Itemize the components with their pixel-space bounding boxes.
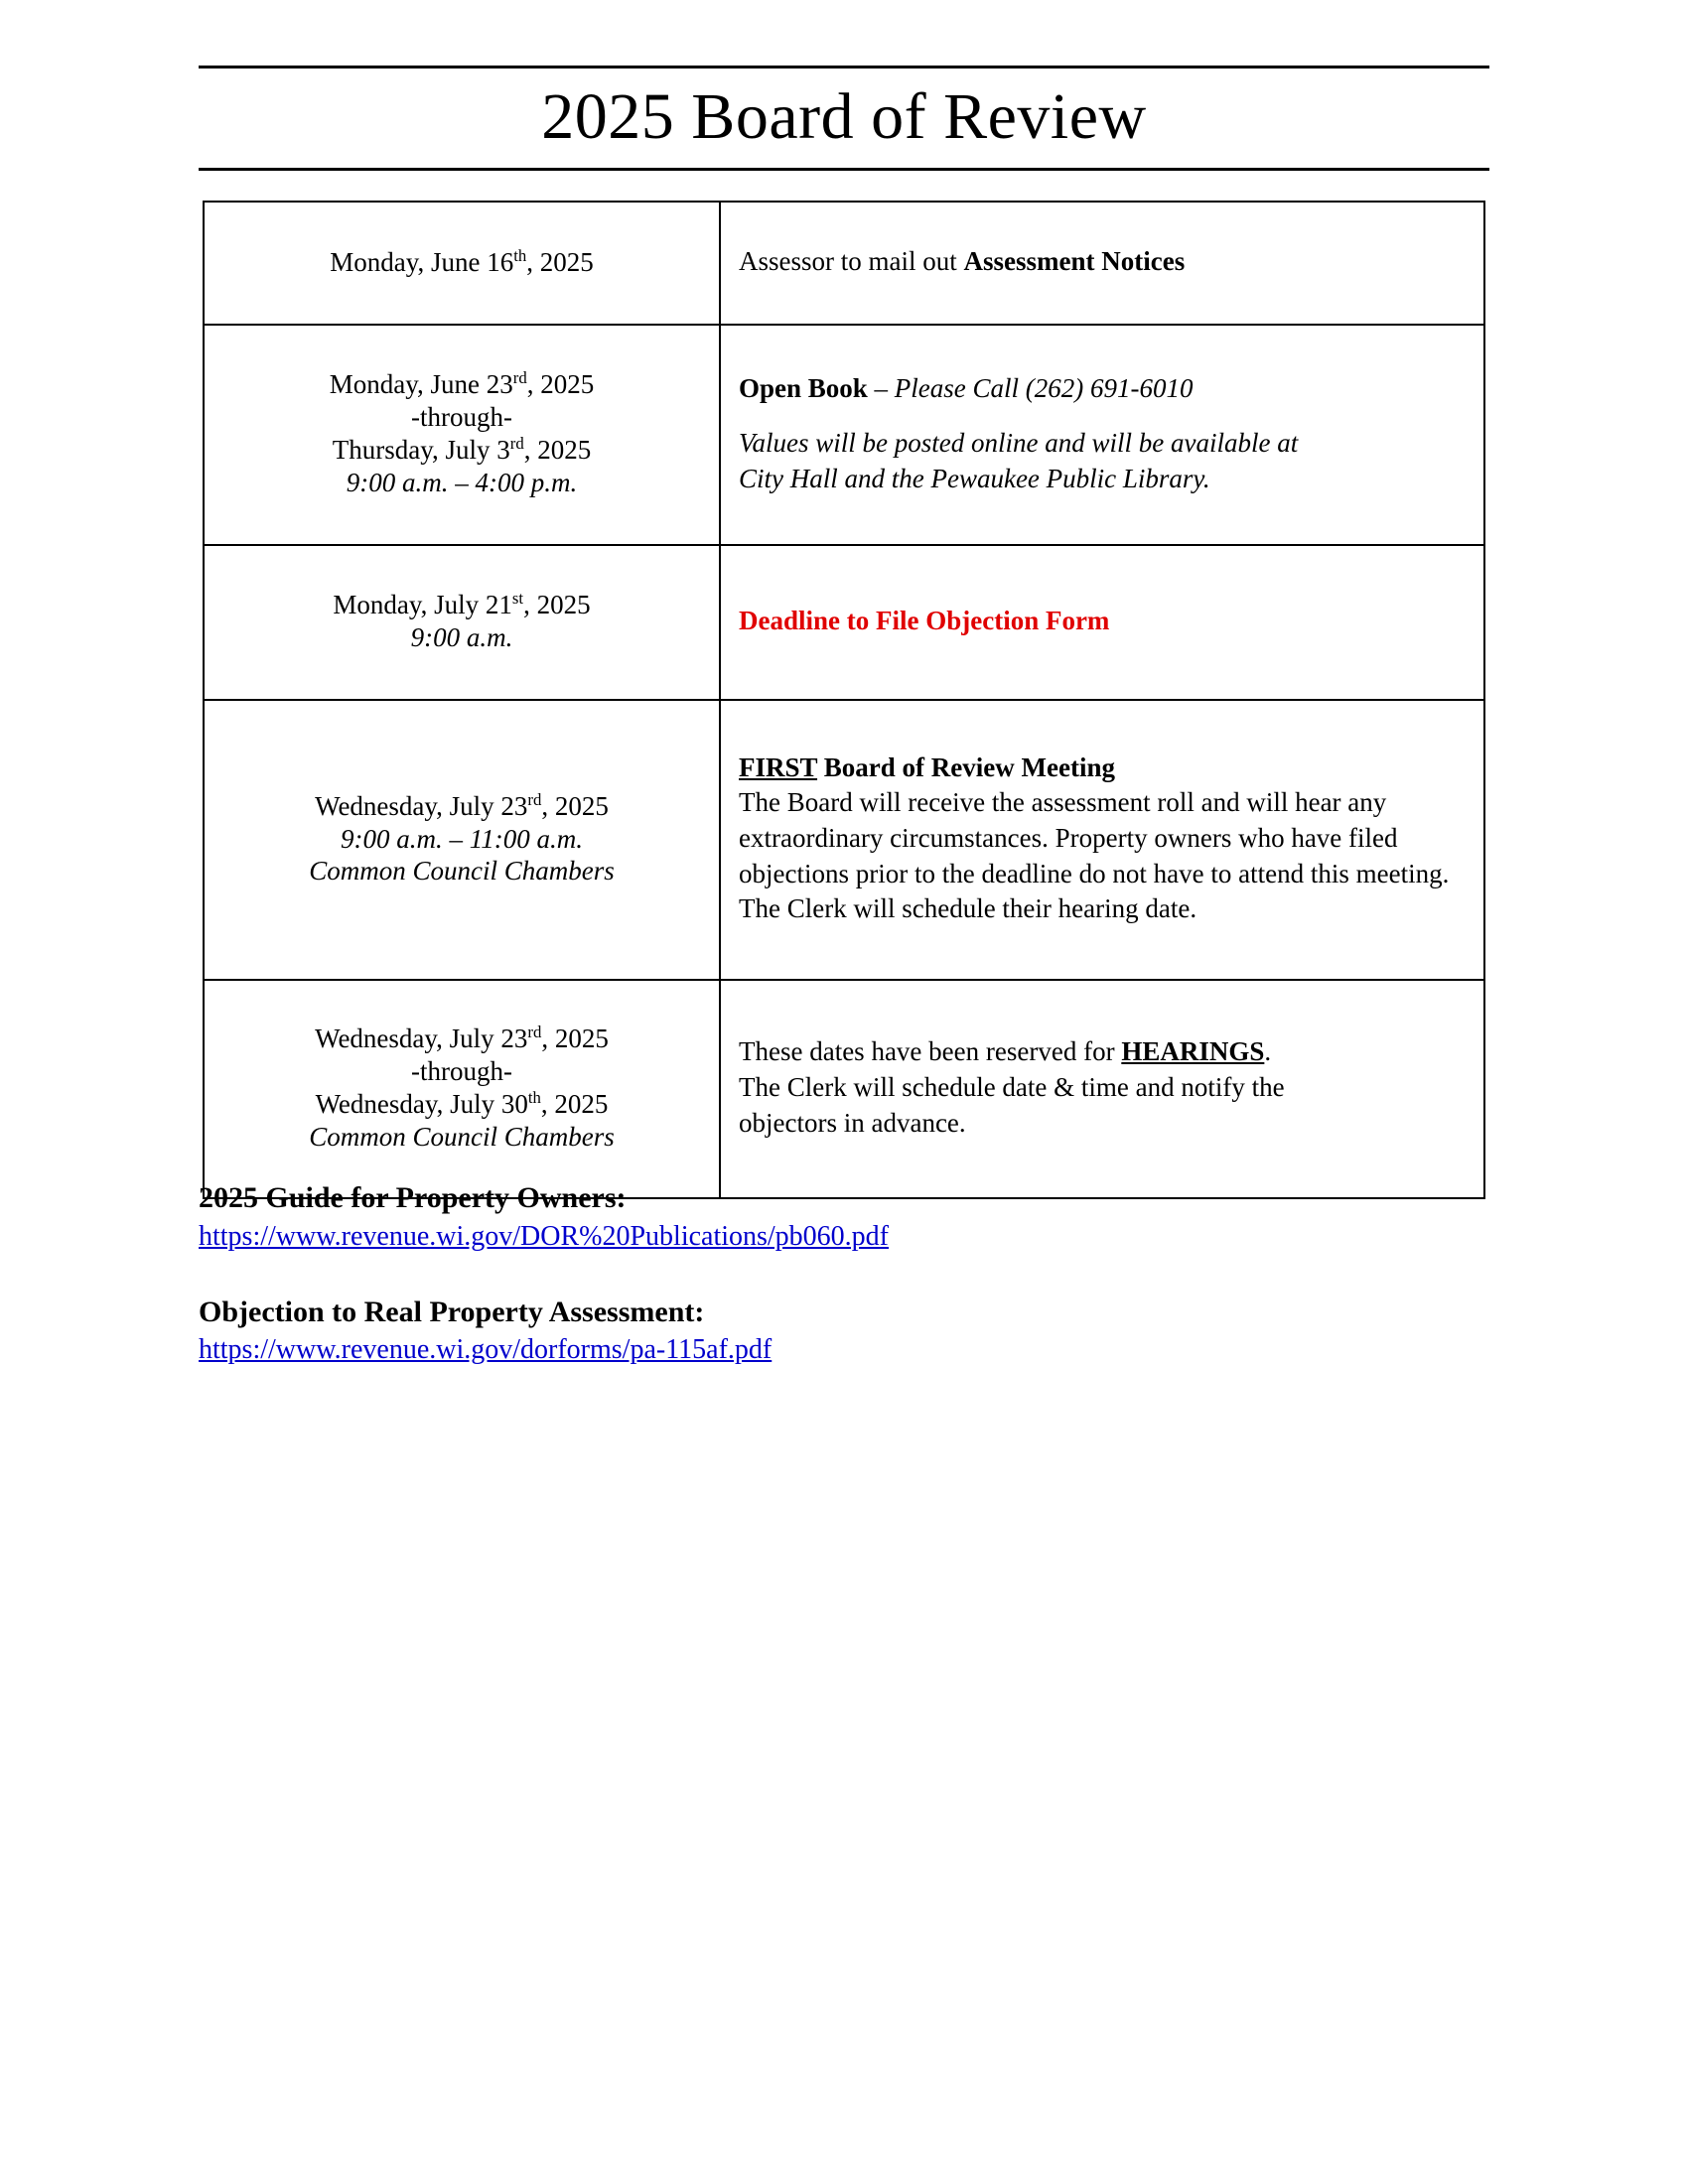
table-row [204, 700, 1484, 980]
date-text: Monday, June 16 [330, 246, 514, 277]
date-text: Wednesday, July 23 [315, 790, 528, 821]
hearings-line-2: The Clerk will schedule date & time and notify the [739, 1072, 1285, 1103]
date-time-line: 9:00 a.m. – 11:00 a.m. [341, 823, 583, 854]
guide-heading: 2025 Guide for Property Owners: [199, 1181, 627, 1214]
objection-deadline-alert: Deadline to File Objection Form [739, 606, 1110, 636]
date-ordinal: th [513, 245, 527, 265]
assessment-notice-plain: Assessor to mail out [739, 246, 964, 277]
first-meeting-emphasis: FIRST [739, 751, 818, 782]
date-ordinal: rd [509, 434, 524, 453]
date-line [214, 246, 709, 279]
resource-block-objection [199, 1294, 1489, 1368]
date-suffix: , 2025 [540, 1089, 609, 1119]
date-time-line: 9:00 a.m. – 4:00 p.m. [346, 467, 578, 497]
table-row [204, 202, 1484, 325]
open-book-line [739, 371, 1470, 406]
schedule-description-cell [720, 545, 1484, 700]
date-text: Thursday, July 3 [332, 435, 510, 465]
date-location-line: Common Council Chambers [309, 856, 615, 887]
date-text: Wednesday, July 30 [315, 1089, 528, 1119]
first-meeting-heading-rest: Board of Review Meeting [817, 751, 1115, 782]
objection-link[interactable]: https://www.revenue.wi.gov/dorforms/pa-115af.pdf [199, 1334, 773, 1365]
schedule-date-cell [204, 325, 720, 545]
schedule-description-cell [720, 980, 1484, 1198]
values-note-line-1: Values will be posted online and will be available at [739, 428, 1299, 459]
date-suffix: , 2025 [541, 790, 609, 821]
resource-links-section [199, 1179, 1489, 1367]
date-ordinal: rd [527, 1023, 542, 1042]
table-row [204, 545, 1484, 700]
schedule-description-cell [720, 325, 1484, 545]
open-book-label: Open Book [739, 373, 868, 404]
hearings-line-1 [739, 1034, 1470, 1070]
date-ordinal: rd [527, 789, 542, 809]
date-text: Monday, July 21 [333, 590, 512, 620]
date-suffix: , 2025 [523, 435, 592, 465]
date-time-line: 9:00 a.m. [410, 622, 513, 652]
page-title: 2025 Board of Review [541, 80, 1147, 153]
hearings-emphasis: HEARINGS [1121, 1036, 1265, 1067]
date-line [214, 1088, 709, 1121]
schedule-date-cell [204, 545, 720, 700]
date-text: Monday, June 23 [329, 369, 513, 400]
date-suffix: , 2025 [541, 1024, 609, 1054]
resource-block-guide [199, 1179, 1489, 1254]
date-location-line: Common Council Chambers [309, 1121, 615, 1152]
date-suffix: , 2025 [526, 369, 595, 400]
table-row [204, 980, 1484, 1198]
date-text: Wednesday, July 23 [315, 1024, 528, 1054]
date-line [214, 790, 709, 823]
date-line [214, 368, 709, 401]
schedule-date-cell [204, 700, 720, 980]
schedule-description-cell [720, 700, 1484, 980]
date-suffix: , 2025 [523, 590, 591, 620]
hearings-line-3: objectors in advance. [739, 1107, 966, 1138]
schedule-date-cell [204, 202, 720, 325]
schedule-description-cell [720, 202, 1484, 325]
values-note-line-2: City Hall and the Pewaukee Public Library. [739, 463, 1210, 493]
date-through-line: -through- [411, 402, 512, 433]
title-block [199, 66, 1489, 171]
table-row [204, 325, 1484, 545]
objection-heading: Objection to Real Property Assessment: [199, 1295, 705, 1328]
date-ordinal: rd [512, 368, 527, 388]
date-ordinal: th [527, 1088, 541, 1107]
date-suffix: , 2025 [526, 246, 594, 277]
guide-link[interactable]: https://www.revenue.wi.gov/DOR%20Publications/pb060.pdf [199, 1220, 890, 1252]
hearings-suffix: . [1264, 1036, 1272, 1067]
first-meeting-body: The Board will receive the assessment roll and will hear any extraordinary circumstances. Property owners who have filed objections prior to the deadline do not have to attend this meeting. The Clerk will schedule their hearing date. [739, 786, 1450, 924]
date-line [214, 589, 709, 621]
board-of-review-schedule-table [203, 201, 1485, 1199]
assessment-notice-bold: Assessment Notices [963, 246, 1186, 277]
title-rule-bottom [199, 168, 1489, 171]
assessment-notice-line [739, 244, 1470, 279]
open-book-phone: – Please Call (262) 691-6010 [867, 373, 1194, 404]
date-through-line: -through- [411, 1056, 512, 1087]
hearings-prefix: These dates have been reserved for [739, 1036, 1122, 1067]
date-ordinal: st [511, 589, 524, 609]
date-line [214, 434, 709, 467]
links-spacer [199, 1254, 1489, 1294]
schedule-date-cell [204, 980, 720, 1198]
date-line [214, 1023, 709, 1055]
first-meeting-heading [739, 751, 1470, 785]
